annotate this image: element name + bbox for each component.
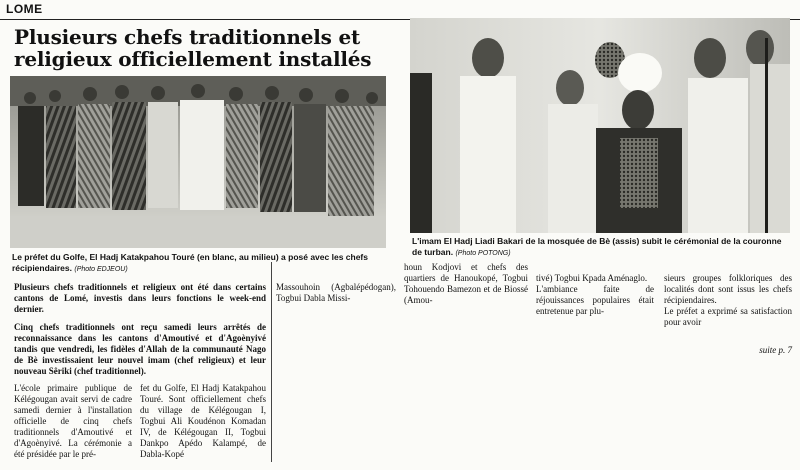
article-chapeau: [14, 282, 266, 321]
article-col-1: [14, 383, 132, 466]
photo-left-caption: [12, 252, 386, 275]
article-col-6: [664, 262, 792, 373]
photo-left-credit: (Photo EDJEOU): [74, 266, 128, 273]
col-5-text: tivé) Togbui Kpada Aménaglo. L'ambiance faite de réjouissances populaires était entretenue par plu-: [536, 273, 654, 316]
suite-link[interactable]: suite p. 7: [759, 345, 792, 355]
lead-text: Cinq chefs traditionnels ont reçu samedi leurs arrêtés de reconnaissance dans les cantons d'Amoutivé et d'Agoènyivé tandis que vendredi, les fidèles d'Allah de la communauté Nago de Bè investissaient leur nouvel imam (chef religieux) et leur nouveau Sêriki (chef traditionnel).: [14, 322, 266, 376]
article-col-2: [140, 383, 266, 466]
photo-right-caption-text: L'imam El Hadj Liadi Bakari de la mosquée de Bè (assis) subit le cérémonial de la couronne de turban.: [412, 236, 782, 257]
col-4-text: houn Kodjovi et chefs des quartiers de Hanoukopé, Togbui Tohouendo Bamezon et de Biossé (Amou-: [404, 262, 528, 305]
col-2-text: fet du Golfe, El Hadj Katakpahou Touré. Sont officiellement chefs du village de Kélégougan I, Togbui Ali Koudénon Komadan IV, de Kélégougan II, Togbui Dankpo Apédo Kalampé, de Dabla-Kopé: [140, 383, 266, 459]
headline: Plusieurs chefs traditionnels et religieux officiellement installés: [14, 25, 372, 71]
article-col-4: [404, 262, 528, 312]
article-col-5: [536, 262, 654, 334]
column-divider: [271, 262, 272, 462]
article-col-3: [276, 282, 396, 310]
photo-left-caption-text: Le préfet du Golfe, El Hadj Katakpahou Touré (en blanc, au milieu) a posé avec les chefs récipiendaires.: [12, 252, 368, 273]
photo-right-credit: (Photo POTONG): [455, 250, 511, 257]
col-1-text: L'école primaire publique de Kélégougan avait servi de cadre samedi dernier à l'installation officielle de cinq chefs traditionnels d'Amoutivé et d'Agoènyivé. La cérémonie a été présidée par le pré-: [14, 383, 132, 459]
article-lead: [14, 322, 266, 383]
photo-chiefs-group: [10, 76, 386, 248]
col-3-text: Massouhoin (Agbalépédogan), Togbui Dabla Missi-: [276, 282, 396, 303]
chapeau-text: Plusieurs chefs traditionnels et religieux ont été dans certains cantons de Lomé, investis dans leurs fonctions le week-end dernier.: [14, 282, 266, 314]
photo-imam-turban: [410, 18, 790, 233]
section-label: LOME: [6, 2, 43, 16]
col-6-text: sieurs groupes folkloriques des localités dont sont issus les chefs récipiendaires. Le préfet a exprimé sa satisfaction pour avoir: [664, 273, 792, 327]
photo-right-caption: [412, 236, 790, 259]
